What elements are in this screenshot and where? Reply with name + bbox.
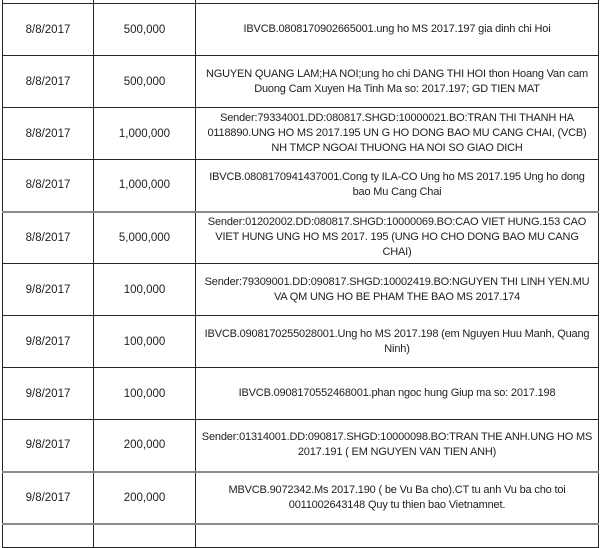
description-cell: MBVCB.9072342.Ms 2017.190 ( be Vu Ba cho).CT tu anh Vu ba cho toi 0011002643148 Quy tu thien bao Vietnamnet.: [196, 472, 599, 524]
date-cell: 9/8/2017: [3, 316, 94, 368]
transactions-table: [2, 0, 599, 548]
date-cell: 8/8/2017: [3, 4, 94, 56]
date-cell: 9/8/2017: [3, 420, 94, 472]
date-cell: 9/8/2017: [3, 472, 94, 524]
amount-cell: 500,000: [94, 56, 196, 108]
transaction-row: [3, 212, 599, 264]
amount-cell: 1,000,000: [94, 108, 196, 160]
amount-cell: 5,000,000: [94, 212, 196, 264]
transaction-row: [3, 472, 599, 524]
transaction-row: [3, 56, 599, 108]
description-cell: Sender:01314001.DD:090817.SHGD:10000098.BO:TRAN THE ANH.UNG HO MS 2017.191 ( EM NGUYEN VAN TIEN ANH): [196, 420, 599, 472]
date-cell: 8/8/2017: [3, 160, 94, 212]
amount-cell: 1,000,000: [94, 160, 196, 212]
amount-cell: 200,000: [94, 420, 196, 472]
amount-cell: 100,000: [94, 264, 196, 316]
date-cell: 8/8/2017: [3, 212, 94, 264]
description-cell: Sender:01202002.DD:080817.SHGD:10000069.BO:CAO VIET HUNG.153 CAO VIET HUNG UNG HO MS 2017. 195 (UNG HO CHO DONG BAO MU CANG CHAI): [196, 212, 599, 264]
description-cell: Sender:79309001.DD:090817.SHGD:10002419.BO:NGUYEN THI LINH YEN.MU VA QM UNG HO BE PHAM THE BAO MS 2017.174: [196, 264, 599, 316]
transaction-row: [3, 420, 599, 472]
transaction-row: [3, 316, 599, 368]
date-cell: 8/8/2017: [3, 108, 94, 160]
amount-cell: 100,000: [94, 316, 196, 368]
description-cell: IBVCB.0908170552468001.phan ngoc hung Giup ma so: 2017.198: [196, 368, 599, 420]
transaction-row: [3, 108, 599, 160]
date-cell: 8/8/2017: [3, 56, 94, 108]
description-cell: IBVCB.0908170255028001.Ung ho MS 2017.198 (em Nguyen Huu Manh, Quang Ninh): [196, 316, 599, 368]
description-cell: Sender:79334001.DD:080817.SHGD:10000021.BO:TRAN THI THANH HA 0118890.UNG HO MS 2017.195 UN G HO DONG BAO MU CANG CHAI, (VCB) NH TMCP NGOAI THUONG HA NOI SO GIAO DICH: [196, 108, 599, 160]
transaction-row: [3, 264, 599, 316]
transaction-row: [3, 368, 599, 420]
date-cell: [3, 524, 94, 548]
date-cell: 9/8/2017: [3, 264, 94, 316]
transactions-table-container: [2, 0, 599, 548]
transaction-row: [3, 4, 599, 56]
description-cell: IBVCB.0808170941437001.Cong ty ILA-CO Ung ho MS 2017.195 Ung ho dong bao Mu Cang Chai: [196, 160, 599, 212]
transaction-row: [3, 160, 599, 212]
partial-row-bottom: [3, 524, 599, 548]
amount-cell: 100,000: [94, 368, 196, 420]
description-cell: NGUYEN QUANG LAM;HA NOI;ung ho chi DANG THI HOI thon Hoang Van cam Duong Cam Xuyen Ha Tinh Ma so: 2017.197; GD TIEN MAT: [196, 56, 599, 108]
amount-cell: 200,000: [94, 472, 196, 524]
date-cell: 9/8/2017: [3, 368, 94, 420]
description-cell: [196, 524, 599, 548]
amount-cell: [94, 524, 196, 548]
amount-cell: 500,000: [94, 4, 196, 56]
transactions-body: [3, 0, 599, 548]
description-cell: IBVCB.0808170902665001.ung ho MS 2017.197 gia dinh chi Hoi: [196, 4, 599, 56]
